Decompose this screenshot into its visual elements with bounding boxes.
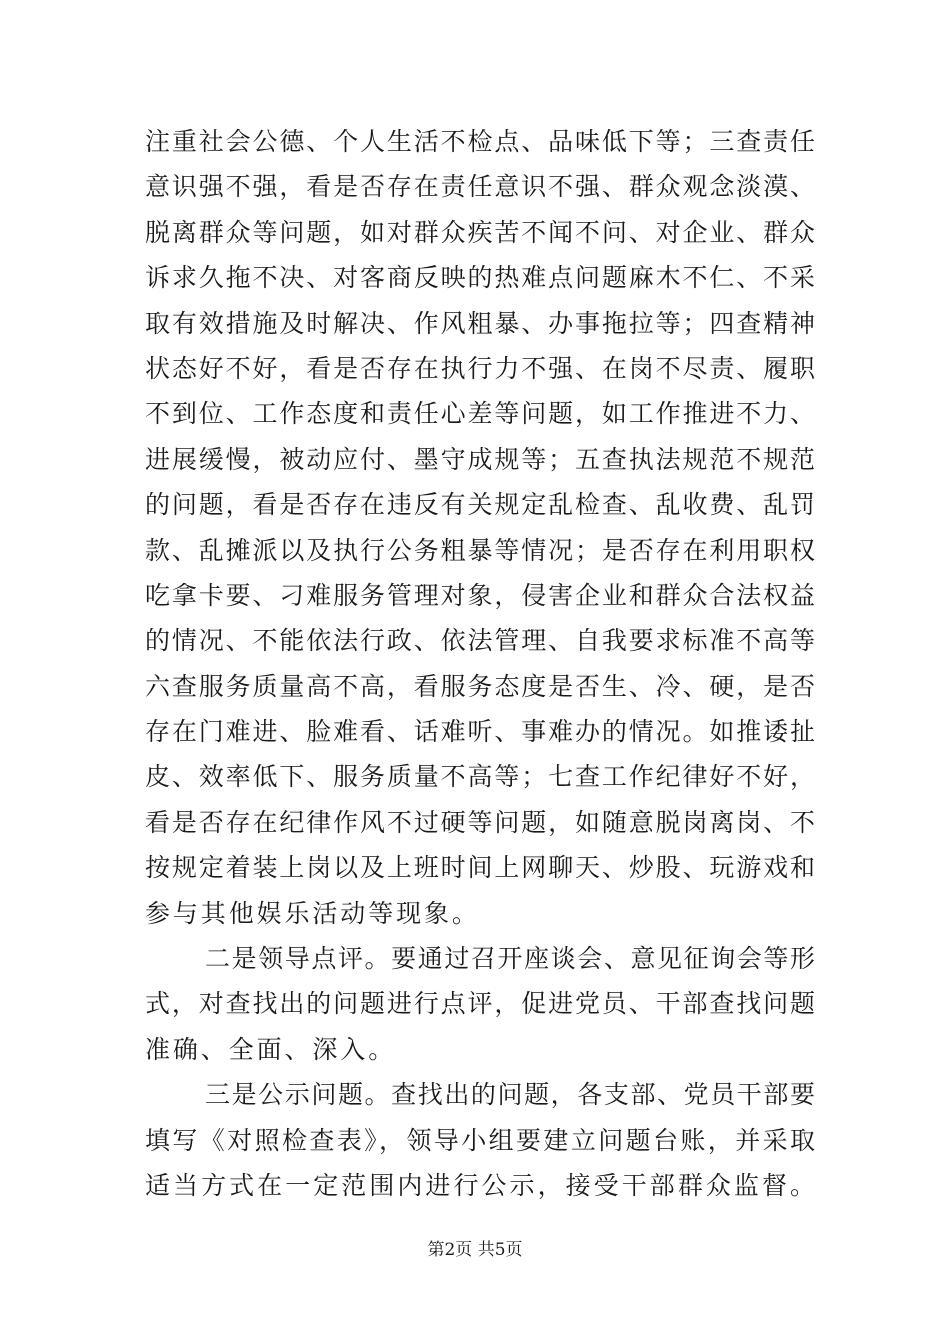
text-line: 进展缓慢，被动应付、墨守成规等；五查执法规范不规范	[145, 444, 815, 474]
paragraph-3	[145, 1072, 815, 1208]
page-footer	[0, 1238, 950, 1262]
text-line: 的情况、不能依法行政、依法管理、自我要求标准不高等	[145, 626, 815, 656]
text-line: 六查服务质量高不高，看服务态度是否生、冷、硬，是否	[145, 671, 815, 701]
paragraph-1	[145, 119, 815, 936]
text-line: 脱离群众等问题，如对群众疾苦不闻不问、对企业、群众	[145, 217, 815, 247]
text-line: 存在门难进、脸难看、话难听、事难办的情况。如推诿扯	[145, 717, 815, 747]
text-line: 准确、全面、深入。	[145, 1034, 397, 1064]
text-line: 状态好不好，看是否存在执行力不强、在岗不尽责、履职	[145, 353, 815, 383]
paragraph-2	[145, 936, 815, 1072]
text-line: 式，对查找出的问题进行点评，促进党员、干部查找问题	[145, 989, 815, 1019]
page-number-label: 第2页 共5页	[427, 1240, 523, 1260]
text-line: 按规定着装上岗以及上班时间上网聊天、炒股、玩游戏和	[145, 853, 815, 883]
text-line: 三是公示问题。查找出的问题，各支部、党员干部要	[205, 1080, 815, 1110]
document-body	[145, 119, 815, 1208]
text-line: 不到位、工作态度和责任心差等问题，如工作推进不力、	[145, 399, 815, 429]
text-line: 看是否存在纪律作风不过硬等问题，如随意脱岗离岗、不	[145, 807, 815, 837]
text-line: 参与其他娱乐活动等现象。	[145, 898, 480, 928]
text-line: 意识强不强，看是否存在责任意识不强、群众观念淡漠、	[145, 172, 815, 202]
text-line: 皮、效率低下、服务质量不高等；七查工作纪律好不好，	[145, 762, 815, 792]
text-line: 适当方式在一定范围内进行公示，接受干部群众监督。	[145, 1170, 815, 1200]
text-line: 款、乱摊派以及执行公务粗暴等情况；是否存在利用职权	[145, 535, 815, 565]
text-line: 填写《对照检查表》，领导小组要建立问题台账，并采取	[145, 1125, 815, 1155]
text-line: 诉求久拖不决、对客商反映的热难点问题麻木不仁、不采	[145, 263, 815, 293]
text-line: 注重社会公德、个人生活不检点、品味低下等；三查责任	[145, 127, 815, 156]
text-line: 二是领导点评。要通过召开座谈会、意见征询会等形	[205, 944, 815, 974]
text-line: 的问题，看是否存在违反有关规定乱检查、乱收费、乱罚	[145, 490, 815, 520]
text-line: 吃拿卡要、刁难服务管理对象，侵害企业和群众合法权益	[145, 580, 815, 610]
text-line: 取有效措施及时解决、作风粗暴、办事拖拉等；四查精神	[145, 308, 815, 338]
